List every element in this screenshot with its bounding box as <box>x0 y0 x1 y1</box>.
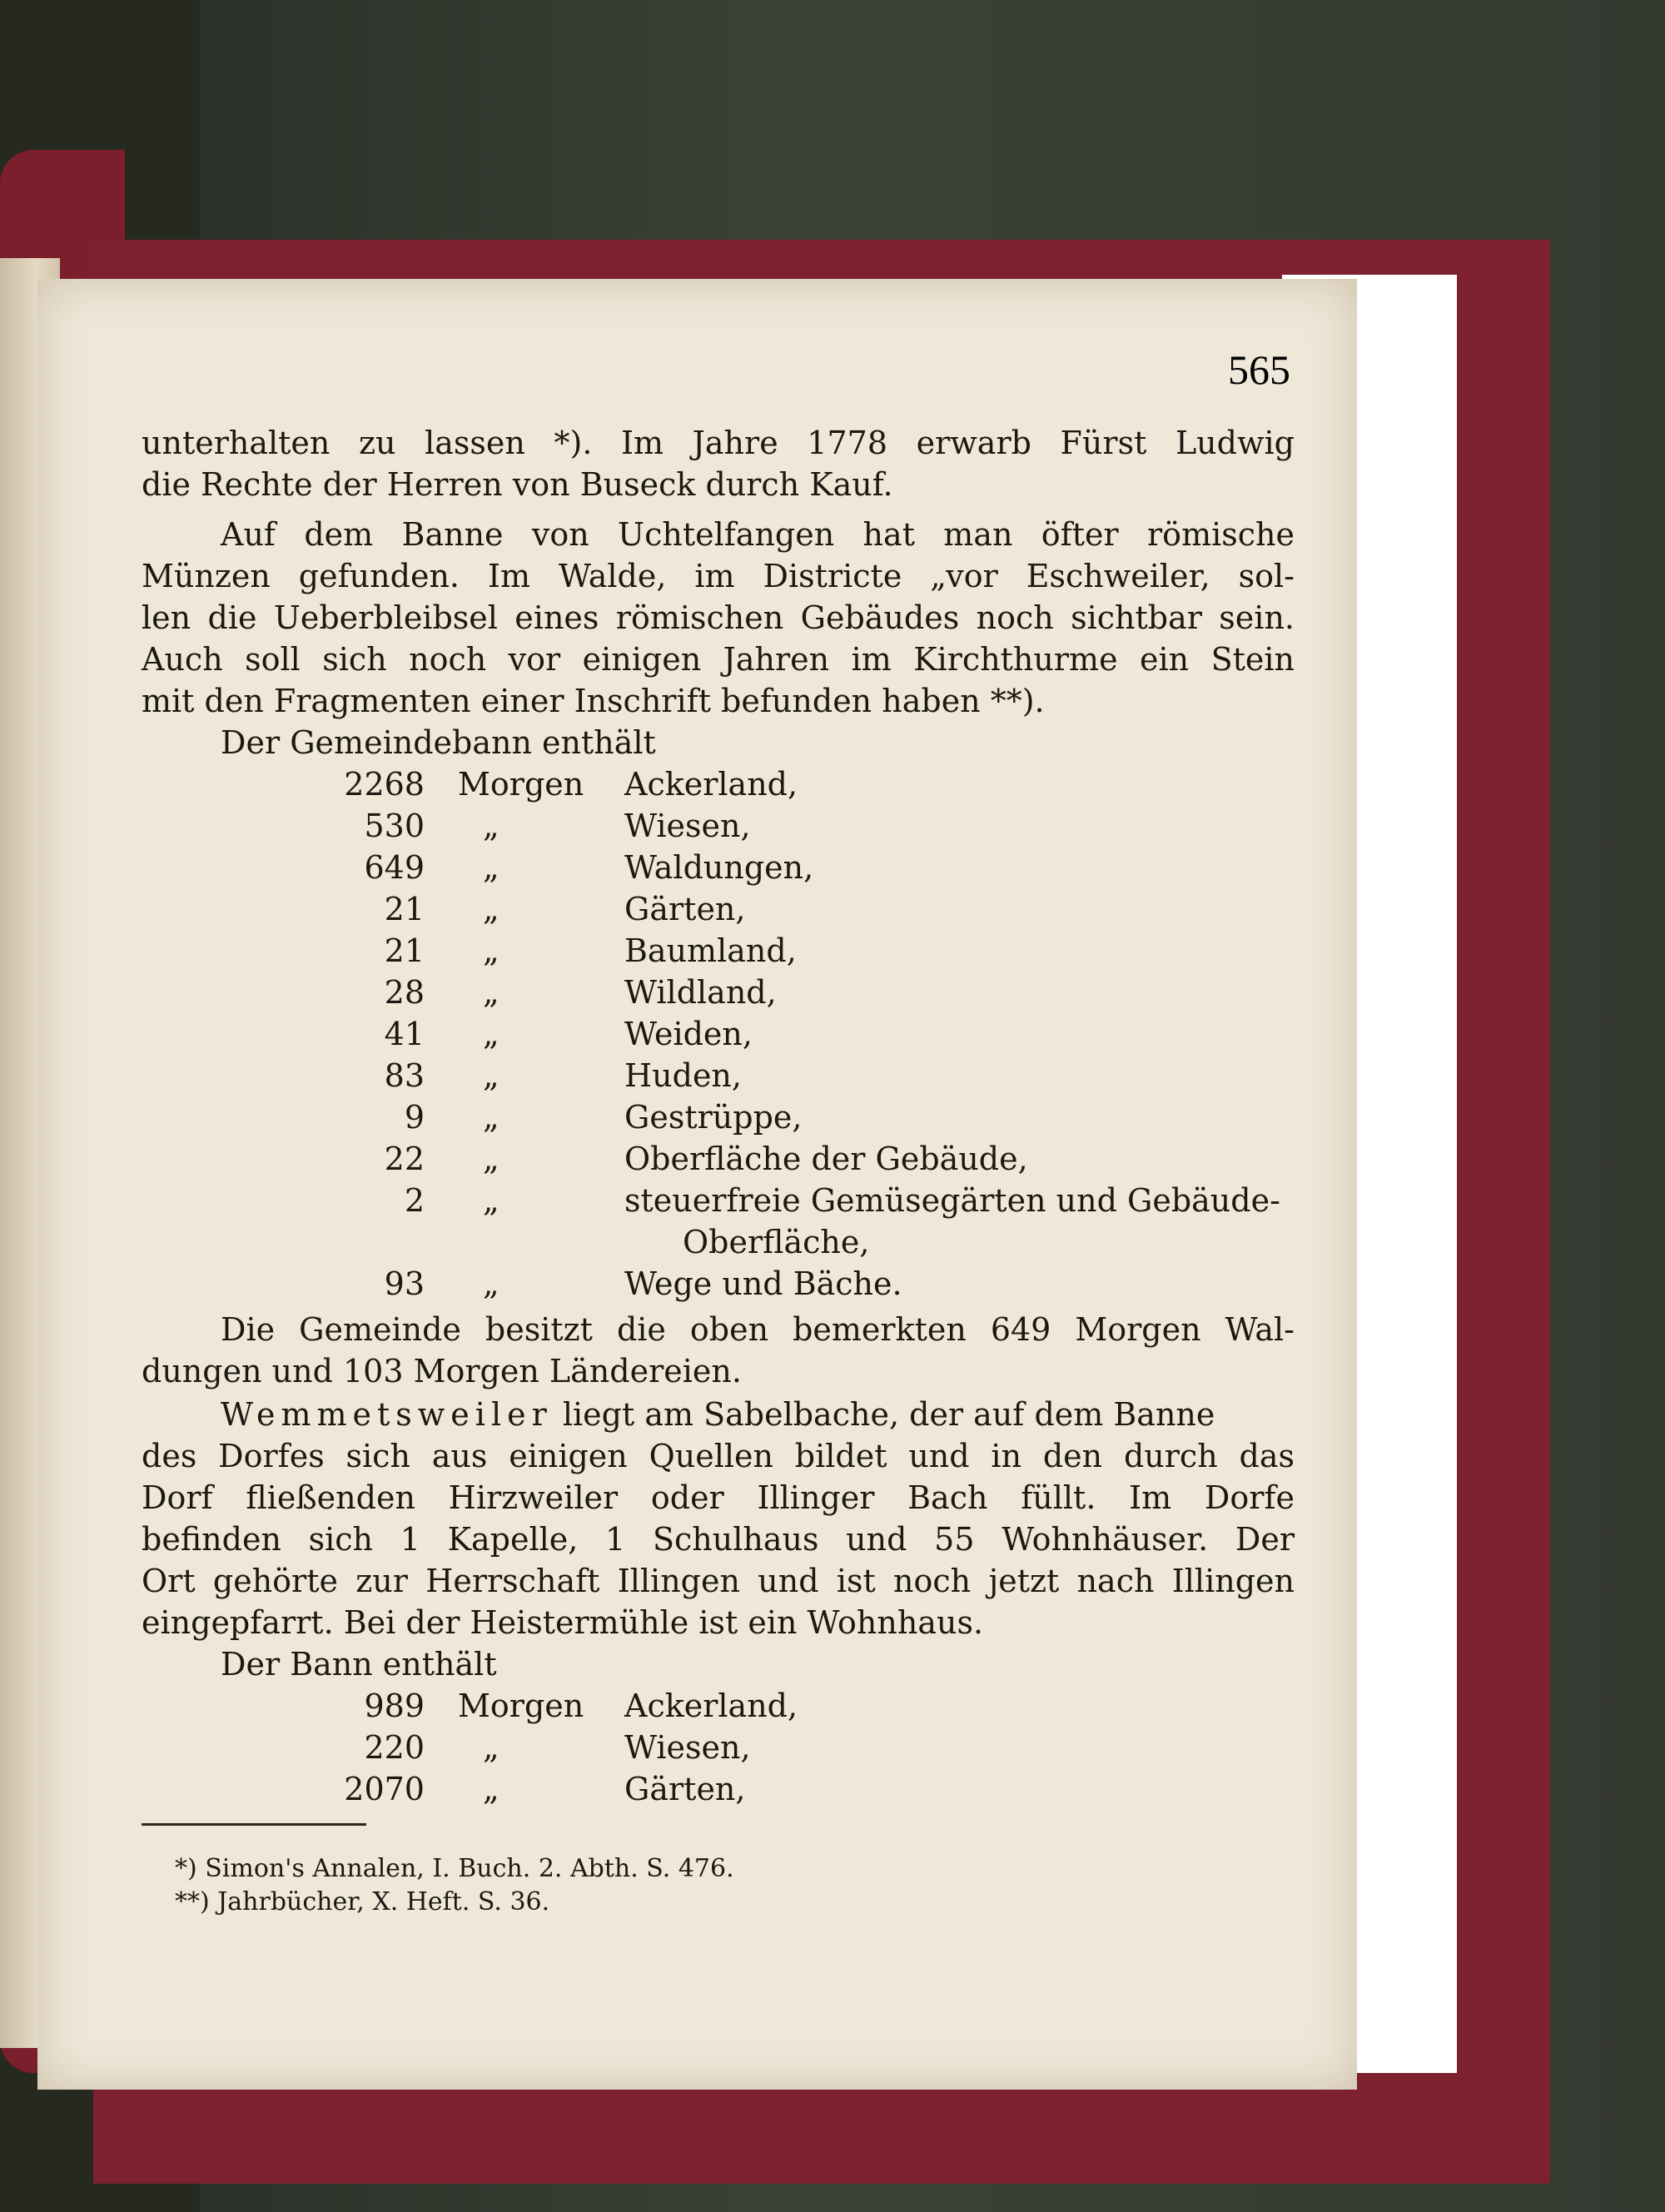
ditto-mark: „ <box>483 1729 500 1766</box>
ditto-mark: „ <box>483 891 500 927</box>
acreage-value: 989 <box>364 1688 425 1724</box>
text-fragment: liegt am Sabelbache, der auf dem Banne <box>562 1396 1215 1433</box>
ditto-mark: „ <box>483 1016 500 1052</box>
page-number: 565 <box>1228 346 1290 393</box>
acreage-value: 93 <box>384 1265 425 1302</box>
acreage-value: 21 <box>384 891 425 927</box>
text-line <box>142 1394 1295 1435</box>
land-type: Wiesen, <box>624 808 751 844</box>
acreage-value: 530 <box>364 808 425 844</box>
table-row <box>142 847 1295 888</box>
land-type: Gärten, <box>624 891 746 927</box>
text-line: len die Ueberbleibsel eines römischen Gebäudes noch sichtbar sein. <box>142 599 1295 636</box>
acreage-value: 220 <box>364 1729 425 1766</box>
footnote-divider <box>142 1823 366 1826</box>
land-type: Weiden, <box>624 1016 753 1052</box>
table-row <box>142 1013 1295 1055</box>
land-type: Ackerland, <box>624 766 798 803</box>
table-row <box>142 1180 1295 1221</box>
place-name: Wemmetsweiler <box>221 1396 553 1433</box>
table-row <box>142 1263 1295 1305</box>
acreage-value: 21 <box>384 932 425 969</box>
ditto-mark: „ <box>483 1182 500 1219</box>
text-line: eingepfarrt. Bei der Heistermühle ist ein Wohnhaus. <box>142 1604 984 1641</box>
text-line: mit den Fragmenten einer Inschrift befunden haben **). <box>142 683 1045 719</box>
text-line: Der Bann enthält <box>221 1646 497 1683</box>
footnote: *) Simon's Annalen, I. Buch. 2. Abth. S. 476. <box>175 1854 734 1883</box>
table-row <box>142 1138 1295 1180</box>
land-type: Wege und Bäche. <box>624 1265 902 1302</box>
acreage-value: 9 <box>404 1099 425 1136</box>
land-type: Huden, <box>624 1057 742 1094</box>
acreage-value: 2 <box>404 1182 425 1219</box>
table-row <box>142 763 1295 805</box>
table-row <box>142 1727 1295 1768</box>
ditto-mark: „ <box>483 1141 500 1177</box>
land-type: Baumland, <box>624 932 797 969</box>
acreage-value: 28 <box>384 974 425 1011</box>
land-type: Gestrüppe, <box>624 1099 803 1136</box>
land-type: Wildland, <box>624 974 777 1011</box>
ditto-mark: „ <box>483 1265 500 1302</box>
table-row <box>142 1221 1295 1263</box>
land-type: Waldungen, <box>624 849 814 886</box>
ditto-mark: „ <box>483 1057 500 1094</box>
acreage-value: 2070 <box>344 1771 425 1807</box>
land-type: steuerfreie Gemüsegärten und Gebäude- <box>624 1182 1280 1219</box>
table-row <box>142 805 1295 847</box>
table-row <box>142 888 1295 930</box>
land-type-continued: Oberfläche, <box>683 1224 870 1260</box>
ditto-mark: „ <box>483 1099 500 1136</box>
text-line: die Rechte der Herren von Buseck durch Kauf. <box>142 466 893 503</box>
acreage-value: 2268 <box>344 766 425 803</box>
acreage-value: 649 <box>364 849 425 886</box>
text-line: befinden sich 1 Kapelle, 1 Schulhaus und 55 Wohnhäuser. Der <box>142 1521 1295 1558</box>
footnote: **) Jahrbücher, X. Heft. S. 36. <box>175 1887 550 1916</box>
text-line: Der Gemeindebann enthält <box>221 724 656 761</box>
acreage-value: 41 <box>384 1016 425 1052</box>
table-row <box>142 972 1295 1013</box>
ditto-mark: „ <box>483 1771 500 1807</box>
text-line: unterhalten zu lassen *). Im Jahre 1778 erwarb Fürst Ludwig <box>142 425 1295 461</box>
table-row <box>142 1768 1295 1810</box>
ditto-mark: „ <box>483 932 500 969</box>
text-line: dungen und 103 Morgen Ländereien. <box>142 1353 742 1389</box>
table-row <box>142 1096 1295 1138</box>
table-row <box>142 930 1295 972</box>
acreage-unit: Morgen <box>458 1688 584 1724</box>
text-line: Ort gehörte zur Herrschaft Illingen und ist noch jetzt nach Illingen <box>142 1563 1295 1599</box>
table-row <box>142 1685 1295 1727</box>
text-line: Dorf fließenden Hirzweiler oder Illinger Bach füllt. Im Dorfe <box>142 1479 1295 1516</box>
acreage-value: 22 <box>384 1141 425 1177</box>
land-type: Ackerland, <box>624 1688 798 1724</box>
land-type: Oberfläche der Gebäude, <box>624 1141 1028 1177</box>
text-line: Münzen gefunden. Im Walde, im Districte „vor Eschweiler, sol- <box>142 558 1295 594</box>
text-line: Auf dem Banne von Uchtelfangen hat man öfter römische <box>221 516 1295 553</box>
text-line: Die Gemeinde besitzt die oben bemerkten 649 Morgen Wal- <box>221 1311 1295 1348</box>
acreage-unit: Morgen <box>458 766 584 803</box>
ditto-mark: „ <box>483 974 500 1011</box>
text-line: Auch soll sich noch vor einigen Jahren im Kirchthurme ein Stein <box>142 641 1295 678</box>
ditto-mark: „ <box>483 808 500 844</box>
land-type: Gärten, <box>624 1771 746 1807</box>
book-page <box>37 279 1357 2090</box>
text-line: des Dorfes sich aus einigen Quellen bildet und in den durch das <box>142 1438 1295 1474</box>
ditto-mark: „ <box>483 849 500 886</box>
land-type: Wiesen, <box>624 1729 751 1766</box>
acreage-value: 83 <box>384 1057 425 1094</box>
table-row <box>142 1055 1295 1096</box>
